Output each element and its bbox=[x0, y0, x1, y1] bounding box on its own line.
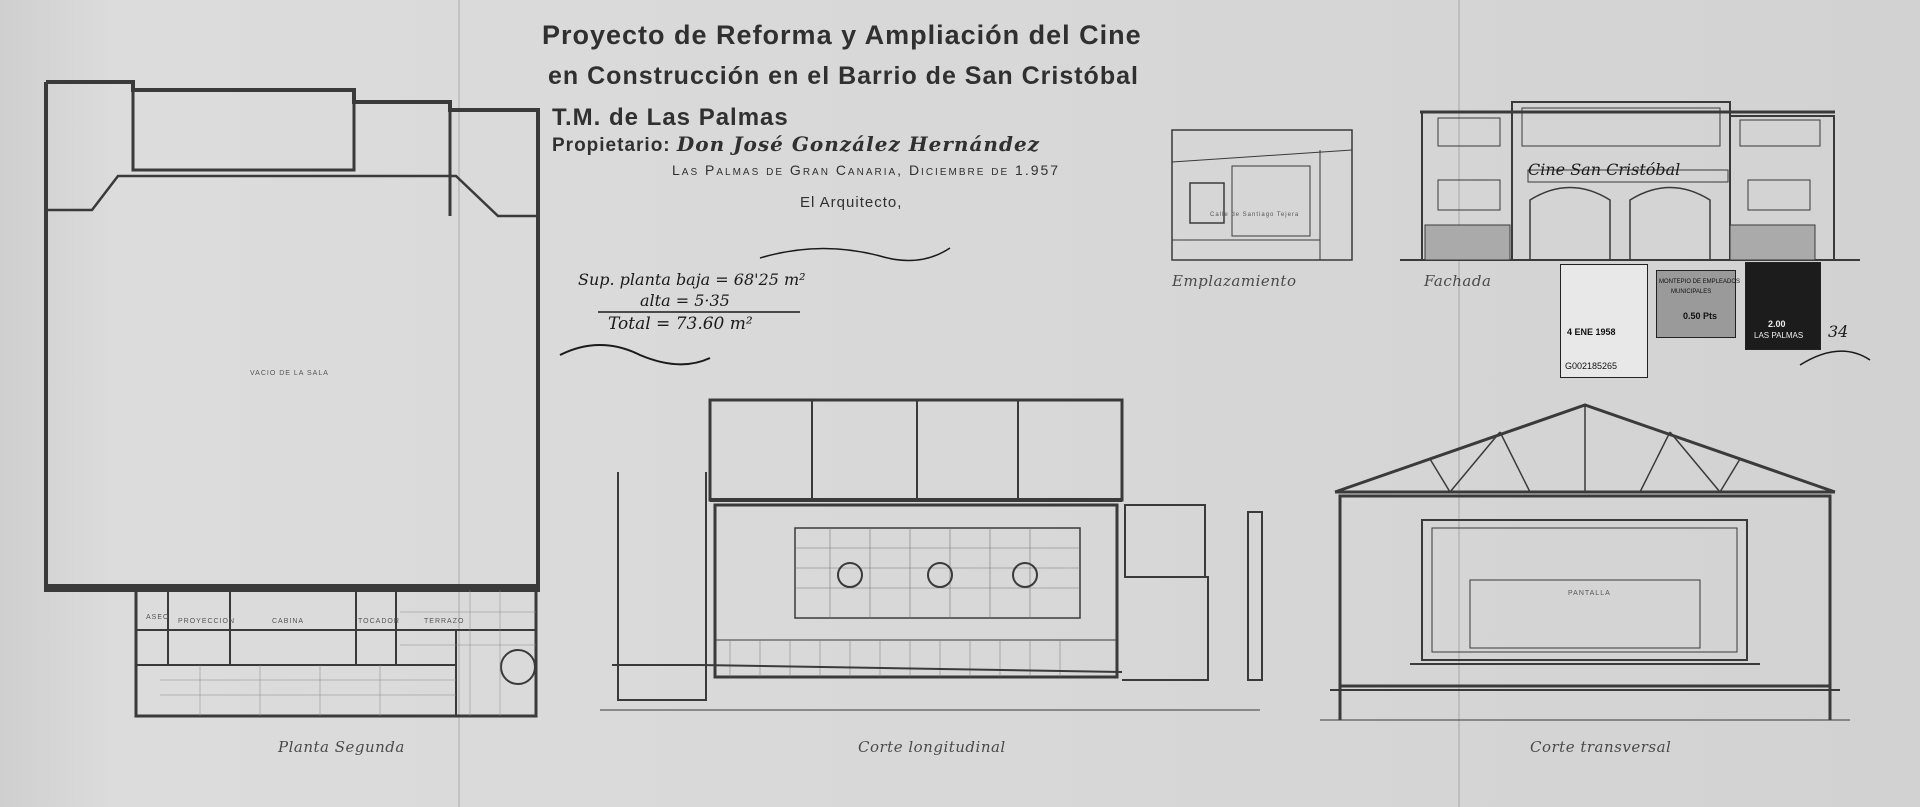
caption-transversal: Corte transversal bbox=[1530, 738, 1672, 756]
label-proyeccion: PROYECCION bbox=[178, 618, 236, 625]
title-line-3: T.M. de Las Palmas bbox=[552, 104, 789, 131]
handwritten-note-3: Total = 73.60 m² bbox=[608, 314, 753, 334]
label-hall: VACIO DE LA SALA bbox=[250, 370, 329, 377]
stamp-code: G002185265 bbox=[1565, 361, 1618, 371]
architect-label: El Arquitecto, bbox=[800, 194, 903, 211]
handwritten-note-1: Sup. planta baja = 68'25 m² bbox=[578, 270, 806, 289]
caption-planta: Planta Segunda bbox=[278, 738, 405, 756]
label-aseo: ASEO bbox=[146, 614, 170, 621]
longitudinal-section bbox=[600, 400, 1262, 710]
caption-longitudinal: Corte longitudinal bbox=[858, 738, 1006, 756]
stamp-date: 4 ENE 1958 bbox=[1567, 327, 1616, 337]
caption-fachada: Fachada bbox=[1424, 272, 1492, 290]
stamp2-value: 0.50 Pts bbox=[1683, 311, 1718, 321]
owner-line bbox=[552, 132, 1040, 157]
handwritten-note-2: alta = 5·35 bbox=[640, 291, 730, 310]
owner-name: Don José González Hernández bbox=[676, 132, 1041, 156]
stamp3-value: 2.00 bbox=[1768, 319, 1786, 329]
label-street: Calle de Santiago Tejera bbox=[1210, 212, 1300, 218]
label-cabina: CABINA bbox=[272, 618, 305, 625]
fiscal-stamp bbox=[1560, 264, 1648, 378]
stamp2-line1: MONTEPIO DE EMPLEADOS bbox=[1659, 279, 1741, 285]
place-date: Las Palmas de Gran Canaria, Diciembre de 1.957 bbox=[672, 162, 1061, 178]
title-line-2: en Construcción en el Barrio de San Cristóbal bbox=[548, 62, 1139, 90]
owner-label: Propietario: bbox=[552, 135, 671, 156]
cross-section bbox=[1320, 405, 1850, 720]
sheet-number: 34 bbox=[1828, 322, 1849, 341]
caption-emplazamiento: Emplazamiento bbox=[1172, 272, 1297, 290]
stamp2-line2: MUNICIPALES bbox=[1671, 289, 1712, 295]
facade-elevation bbox=[1400, 102, 1860, 260]
title-line-1: Proyecto de Reforma y Ampliación del Cine bbox=[542, 20, 1142, 50]
site-plan bbox=[1172, 130, 1352, 260]
label-tocador: TOCADOR bbox=[358, 618, 400, 625]
label-terrazo: TERRAZO bbox=[424, 618, 465, 625]
stamp3-city: LAS PALMAS bbox=[1754, 331, 1804, 340]
montepio-stamp bbox=[1656, 270, 1741, 338]
facade-sign: Cine San Cristóbal bbox=[1528, 160, 1681, 179]
municipal-stamp bbox=[1745, 262, 1821, 350]
label-screen: PANTALLA bbox=[1568, 590, 1611, 597]
